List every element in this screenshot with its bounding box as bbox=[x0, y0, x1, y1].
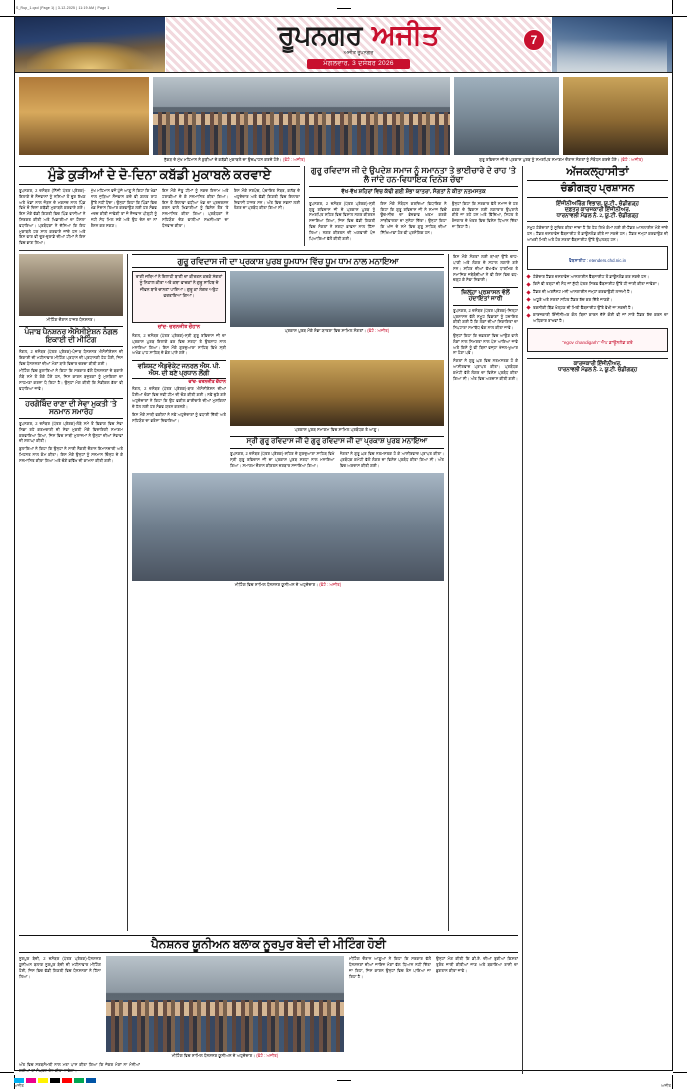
color-registration-bar bbox=[14, 1078, 96, 1083]
bottom-story bbox=[19, 935, 518, 1073]
tender-footer-line-1: ਕਾਰਜਕਾਰੀ ਇੰਜੀਨੀਅਰ, bbox=[573, 360, 622, 367]
crop-mark-center bbox=[337, 1080, 351, 1081]
tender-title: ਅੱਜਕਲ੍ਹਾਸੀਤਾਂ bbox=[527, 166, 668, 181]
photo-pension-meeting bbox=[19, 254, 123, 316]
photo-school-children-group bbox=[132, 473, 444, 581]
tender-app-highlight-box bbox=[527, 328, 668, 352]
tender-condition-item: ਟੈਂਡਰ ਦੀ ਅਰਨੈਸਟ ਮਨੀ ਆਨਲਾਈਨ ਜਮ੍ਹਾਂ ਕਰਵਾਉਣੀ ਲਾਜ਼ਮੀ ਹੈ। bbox=[527, 289, 668, 295]
parkash-headline: ਗੁਰੂ ਰਵਿਦਾਸ ਜੀ ਦਾ ਪ੍ਰਕਾਸ਼ ਪੁਰਬ ਧੂਮਧਾਮ ਵਿੱਚ ਧੂਮ ਧਾਮ ਨਾਲ ਮਨਾਇਆ bbox=[132, 254, 444, 268]
left-column-stack bbox=[19, 254, 123, 931]
photo-parkash-procession bbox=[230, 271, 444, 327]
page-number-badge: 7 bbox=[523, 29, 545, 51]
hargobind-headline: ਹਰਗੋਬਿੰਦ ਰਾਣਾ ਦੀ ਸੇਵਾ ਮੁਕਤੀ 'ਤੇ ਸਨਮਾਨ ਸਮਾਰੋਹ bbox=[19, 398, 123, 419]
bottom-col-3: ਉਨ੍ਹਾਂ ਮੰਗ ਕੀਤੀ ਕਿ ਡੀ.ਏ. ਦੀਆਂ ਰੁਕੀਆਂ ਕਿਸ਼ਤਾਂ ਤੁਰੰਤ ਜਾਰੀ ਕੀਤੀਆਂ ਜਾਣ ਅਤੇ ਬਕਾਇਆ ਰਾਸ਼ੀ ਦਾ ਭੁਗਤਾਨ ਕੀਤਾ ਜਾਵੇ। bbox=[436, 956, 518, 973]
advocate-col-2: ਇਸ ਮੌਕੇ ਸਾਥੀ ਵਕੀਲਾਂ ਨੇ ਨਵੇਂ ਅਹੁਦੇਦਾਰਾਂ ਨੂੰ ਵਧਾਈ ਦਿੱਤੀ ਅਤੇ ਸਹਿਯੋਗ ਦਾ ਭਰੋਸਾ ਦਿਵਾਇਆ। bbox=[132, 411, 226, 423]
highlight-quote-box bbox=[132, 271, 226, 323]
tender-dept-line-2: ਦਫ਼ਤਰ ਕਾਰਜਕਾਰੀ ਇੰਜੀਨੀਅਰ, bbox=[564, 206, 631, 213]
photo-parkash-caption bbox=[230, 327, 444, 335]
photo-group-kabaddi bbox=[153, 77, 450, 155]
tender-condition-item: ਕਾਰਜਕਾਰੀ ਇੰਜੀਨੀਅਰ ਕੋਲ ਬਿਨਾਂ ਕਾਰਨ ਦੱਸੇ ਕੋਈ ਵੀ ਜਾਂ ਸਾਰੇ ਟੈਂਡਰ ਰੱਦ ਕਰਨ ਦਾ ਅਧਿਕਾਰ ਰਾਖਵਾਂ ਹੈ। bbox=[527, 312, 668, 323]
photo-school-children-caption bbox=[132, 581, 444, 589]
photo-sri-caption: ਪ੍ਰਕਾਸ਼ ਪੁਰਬ ਸਮਾਗਮ ਵਿਚ ਸ਼ਾਮਿਲ ਪ੍ਰਬੰਧਕ ਤੇ ਆਗੂ। bbox=[294, 427, 380, 433]
pension-headline: ਪੰਜਾਬ ਪੈਨਸ਼ਨਰ ਐਸੋਸੀਏਸ਼ਨ ਨੰਗਲ ਇਕਾਈ ਦੀ ਮੀਟਿੰਗ bbox=[19, 326, 123, 347]
dc-col-3: ਸੰਗਤਾਂ ਨੇ ਗੁਰੂ ਘਰ ਵਿਚ ਨਤਮਸਤਕ ਹੋ ਕੇ ਆਸ਼ੀਰਵਾਦ ਪ੍ਰਾਪਤ ਕੀਤਾ। ਪ੍ਰਬੰਧਕ ਕਮੇਟੀ ਵੱਲੋਂ ਲੰਗਰ ਦਾ ਵਿਸ਼ੇਸ਼ ਪ੍ਰਬੰਧ ਕੀਤਾ ਗਿਆ ਸੀ। ਅੰਤ ਵਿਚ ਅਰਦਾਸ ਕੀਤੀ ਗਈ। bbox=[453, 358, 518, 381]
hargobind-col-1: ਰੂਪਨਗਰ, 2 ਦਸੰਬਰ (ਪੱਤਰ ਪ੍ਰੇਰਕ)-ਲੰਬੇ ਸਮੇਂ ਤੋਂ ਵਿਭਾਗ ਵਿਚ ਸੇਵਾ ਨਿਭਾ ਰਹੇ ਕਰਮਚਾਰੀ ਦੀ ਸੇਵਾ ਮੁਕਤੀ ਮੌਕੇ ਵਿਦਾਇਗੀ ਸਮਾਗਮ ਕਰਵਾਇਆ ਗਿਆ, ਜਿਸ ਵਿਚ ਸਾਥੀ ਮੁਲਾਜ਼ਮਾਂ ਨੇ ਉਨ੍ਹਾਂ ਦੀਆਂ ਸੇਵਾਵਾਂ ਦੀ ਸ਼ਲਾਘਾ ਕੀਤੀ। bbox=[19, 421, 123, 444]
tender-advert bbox=[522, 166, 668, 1074]
dc-col-1: ਰੂਪਨਗਰ, 2 ਦਸੰਬਰ (ਪੱਤਰ ਪ੍ਰੇਰਕ)-ਜ਼ਿਲ੍ਹਾ ਪ੍ਰਸ਼ਾਸਨ ਵੱਲੋਂ ਸਮੂਹ ਵਿਭਾਗਾਂ ਨੂੰ ਹਦਾਇਤ ਕੀਤੀ ਗਈ ਹੈ ਕਿ ਲੋਕਾਂ ਦੀਆਂ ਸ਼ਿਕਾਇਤਾਂ ਦਾ ਨਿਪਟਾਰਾ ਸਮਾਂਬੱਧ ਢੰਗ ਨਾਲ ਕੀਤਾ ਜਾਵੇ। bbox=[453, 307, 518, 331]
edition-title: ਰੂਪਨਗਰ bbox=[277, 20, 362, 50]
brand-title: ਅਜੀਤ bbox=[371, 20, 440, 51]
caption-right-credit: (ਫੋਟੋ : ਅਜੀਤ) bbox=[620, 157, 643, 162]
photo-school-children-caption-credit: (ਫੋਟੋ : ਅਜੀਤ) bbox=[319, 582, 342, 588]
tender-footer-line-2: ਧਾਰਨਾਵਲੀ ਮੰਡਲ ਨੰ. 2, ਯੂ.ਟੀ. ਚੰਡੀਗੜ੍ਹ bbox=[557, 366, 638, 373]
dc-column bbox=[448, 254, 518, 931]
hargobind-col-2: ਬੁਲਾਰਿਆਂ ਨੇ ਕਿਹਾ ਕਿ ਉਨ੍ਹਾਂ ਨੇ ਸਾਰੀ ਨੌਕਰੀ ਦੌਰਾਨ ਇਮਾਨਦਾਰੀ ਅਤੇ ਮਿਹਨਤ ਨਾਲ ਕੰਮ ਕੀਤਾ। ਇਸ ਮੌਕੇ ਉਨ੍ਹਾਂ ਨੂੰ ਸਨਮਾਨ ਚਿੰਨ੍ਹ ਦੇ ਕੇ ਸਨਮਾਨਿਤ ਕੀਤਾ ਗਿਆ ਅਤੇ ਚੰਗੇ ਭਵਿੱਖ ਦੀ ਕਾਮਨਾ ਕੀਤੀ ਗਈ। bbox=[19, 446, 123, 463]
sri-col-2: ਸੰਗਤਾਂ ਨੇ ਗੁਰੂ ਘਰ ਵਿਚ ਨਤਮਸਤਕ ਹੋ ਕੇ ਆਸ਼ੀਰਵਾਦ ਪ੍ਰਾਪਤ ਕੀਤਾ। ਪ੍ਰਬੰਧਕ ਕਮੇਟੀ ਵੱਲੋਂ ਲੰਗਰ ਦਾ ਵਿਸ਼ੇਸ਼ ਪ੍ਰਬੰਧ ਕੀਤਾ ਗਿਆ ਸੀ। ਅੰਤ ਵਿਚ ਅਰਦਾਸ ਕੀਤੀ ਗਈ। bbox=[339, 450, 444, 468]
tender-dept-line-1: ਇੰਜੀਨੀਅਰਿੰਗ ਵਿਭਾਗ, ਯੂ.ਟੀ., ਚੰਡੀਗੜ੍ਹ bbox=[556, 200, 639, 207]
tender-condition-item: ਕਿਸੇ ਵੀ ਤਰ੍ਹਾਂ ਦੀ ਸੋਧ ਜਾਂ ਸ਼ੁੱਧੀ ਪੱਤਰ ਸਿਰਫ਼ ਵੈੱਬਸਾਈਟ ਉੱਤੇ ਹੀ ਜਾਰੀ ਕੀਤਾ ਜਾਵੇਗਾ। bbox=[527, 281, 668, 287]
crop-mark bbox=[0, 1072, 14, 1073]
caption-left-credit: (ਫੋਟੋ : ਅਜੀਤ) bbox=[283, 157, 306, 162]
lead-col-3: ਇਸ ਮੌਕੇ ਜੇਤੂ ਟੀਮਾਂ ਨੂੰ ਨਕਦ ਇਨਾਮ ਅਤੇ ਟਰਾਫ਼ੀਆਂ ਦੇ ਕੇ ਸਨਮਾਨਿਤ ਕੀਤਾ ਗਿਆ। ਇਸ ਤੋਂ ਇਲਾਵਾ ਵਧੀਆ ਖੇਡ ਦਾ ਪ੍ਰਦਰਸ਼ਨ ਕਰਨ ਵਾਲੇ ਖਿਡਾਰੀਆਂ ਨੂੰ ਵਿਸ਼ੇਸ਼ ਤੌਰ 'ਤੇ ਸਨਮਾਨਿਤ ਕੀਤਾ ਗਿਆ। ਪ੍ਰਬੰਧਕਾਂ ਨੇ ਸਹਿਯੋਗ ਦੇਣ ਵਾਲੀਆਂ ਸਖ਼ਸ਼ੀਅਤਾਂ ਦਾ ਧੰਨਵਾਦ ਕੀਤਾ। bbox=[162, 187, 229, 228]
caption-left bbox=[19, 156, 450, 164]
ravidas-story bbox=[304, 166, 518, 246]
page-sheet bbox=[14, 16, 673, 1071]
photo-sri-samagam bbox=[230, 360, 444, 426]
crop-mark bbox=[14, 0, 15, 14]
ravidas-col-2: ਇਸ ਮੌਕੇ ਸੰਬੋਧਨ ਕਰਦਿਆਂ ਵਿਧਾਇਕ ਨੇ ਕਿਹਾ ਕਿ ਗੁਰੂ ਰਵਿਦਾਸ ਜੀ ਨੇ ਸਮਾਜ ਵਿਚੋਂ ਊਚ-ਨੀਚ ਦਾ ਭੇਦਭਾਵ ਖ਼ਤਮ ਕਰਕੇ ਸਾਂਝੀਵਾਲਤਾ ਦਾ ਸੁਨੇਹਾ ਦਿੱਤਾ। ਉਨ੍ਹਾਂ ਕਿਹਾ ਕਿ ਅੱਜ ਦੇ ਸਮੇਂ ਵਿਚ ਗੁਰੂ ਸਾਹਿਬ ਦੀਆਂ ਸਿੱਖਿਆਵਾਂ ਹੋਰ ਵੀ ਪ੍ਰਸੰਗਿਕ ਹਨ। bbox=[380, 200, 447, 235]
masthead-photo-left bbox=[15, 17, 165, 72]
parkash-col-1: ਨੰਗਲ, 2 ਦਸੰਬਰ (ਪੱਤਰ ਪ੍ਰੇਰਕ)-ਸ੍ਰੀ ਗੁਰੂ ਰਵਿਦਾਸ ਜੀ ਦਾ ਪ੍ਰਕਾਸ਼ ਪੁਰਬ ਇਲਾਕੇ ਭਰ ਵਿਚ ਸ਼ਰਧਾ ਤੇ ਉਤਸ਼ਾਹ ਨਾਲ ਮਨਾਇਆ ਗਿਆ। ਇਸ ਮੌਕੇ ਗੁਰਦੁਆਰਾ ਸਾਹਿਬ ਵਿਖੇ ਸ੍ਰੀ ਅਖੰਡ ਪਾਠ ਸਾਹਿਬ ਦੇ ਭੋਗ ਪਾਏ ਗਏ। bbox=[132, 333, 226, 356]
ravidas-subhead: ਵੱਖ-ਵੱਖ ਸ਼ਹਿਰਾਂ ਵਿਚ ਕੱਢੀ ਗਈ ਸ਼ੋਭਾ ਯਾਤਰਾ, ਸੰਗਤਾਂ ਨੇ ਕੀਤਾ ਨਤਮਸਤਕ bbox=[309, 187, 518, 198]
highlight-quote-text: ਰਾਗੀ ਜਥਿਆਂ ਨੇ ਇਲਾਹੀ ਬਾਣੀ ਦਾ ਕੀਰਤਨ ਕਰਕੇ ਸੰਗਤਾਂ ਨੂੰ ਨਿਹਾਲ ਕੀਤਾ ਅਤੇ ਕਥਾ ਵਾਚਕਾਂ ਨੇ ਗੁਰੂ ਸਾਹਿਬ ਦੇ ਜੀਵਨ ਬਾਰੇ ਚਾਨਣਾ ਪਾਇਆ। ਗੁਰੂ ਕਾ ਲੰਗਰ ਅਤੁੱਟ ਵਰਤਾਇਆ ਗਿਆ। bbox=[135, 274, 223, 298]
printer-slug: S_Rup_1.qxd (Page 1) | 3-12-2025 | 11:19 AM | Page 1 bbox=[16, 6, 110, 10]
advocate-col-1: ਨੰਗਲ, 2 ਦਸੰਬਰ (ਪੱਤਰ ਪ੍ਰੇਰਕ)-ਬਾਰ ਐਸੋਸੀਏਸ਼ਨ ਦੀਆਂ ਹੋਈਆਂ ਚੋਣਾਂ ਵਿਚ ਨਵੀਂ ਟੀਮ ਦੀ ਚੋਣ ਕੀਤੀ ਗਈ। ਨਵੇਂ ਚੁਣੇ ਗਏ ਅਹੁਦੇਦਾਰਾਂ ਨੇ ਕਿਹਾ ਕਿ ਉਹ ਵਕੀਲ ਭਾਈਚਾਰੇ ਦੀਆਂ ਮੁਸ਼ਕਿਲਾਂ ਦੇ ਹੱਲ ਲਈ ਹਰ ਸੰਭਵ ਯਤਨ ਕਰਨਗੇ। bbox=[132, 386, 226, 409]
sri-col-1: ਰੂਪਨਗਰ, 2 ਦਸੰਬਰ (ਪੱਤਰ ਪ੍ਰੇਰਕ)-ਸ਼ਹਿਰ ਦੇ ਗੁਰਦੁਆਰਾ ਸਾਹਿਬ ਵਿਖੇ ਸ੍ਰੀ ਗੁਰੂ ਰਵਿਦਾਸ ਜੀ ਦਾ ਪ੍ਰਕਾਸ਼ ਪੁਰਬ ਸ਼ਰਧਾ ਨਾਲ ਮਨਾਇਆ ਗਿਆ। ਸਮਾਗਮ ਦੌਰਾਨ ਕੀਰਤਨ ਦਰਬਾਰ ਸਜਾਇਆ ਗਿਆ। bbox=[230, 450, 335, 468]
photo-pension-meeting-caption: ਮੀਟਿੰਗ ਦੌਰਾਨ ਹਾਜ਼ਰ ਪੈਨਸ਼ਨਰ। bbox=[46, 317, 96, 323]
pension-col-1: ਨੰਗਲ, 2 ਦਸੰਬਰ (ਪੱਤਰ ਪ੍ਰੇਰਕ)-ਪੰਜਾਬ ਪੈਨਸ਼ਨਰ ਐਸੋਸੀਏਸ਼ਨ ਦੀ ਇਕਾਈ ਦੀ ਮਹੀਨਾਵਾਰ ਮੀਟਿੰਗ ਪ੍ਰਧਾਨ ਦੀ ਪ੍ਰਧਾਨਗੀ ਹੇਠ ਹੋਈ, ਜਿਸ ਵਿਚ ਪੈਨਸ਼ਨਰਾਂ ਦੀਆਂ ਮੰਗਾਂ ਬਾਰੇ ਵਿਚਾਰ ਚਰਚਾ ਕੀਤੀ ਗਈ। bbox=[19, 349, 123, 366]
brand-subtitle: ਅਜੀਤ ਰੂਪਨਗਰ bbox=[343, 50, 374, 56]
ravidas-col-4: ਇਸ ਮੌਕੇ ਸੰਗਤਾਂ ਲਈ ਥਾਂ-ਥਾਂ ਉੱਤੇ ਚਾਹ-ਪਾਣੀ ਅਤੇ ਲੰਗਰ ਦੇ ਸਟਾਲ ਲਗਾਏ ਗਏ ਸਨ। ਸ਼ਹਿਰ ਦੀਆਂ ਵੱਖ-ਵੱਖ ਧਾਰਮਿਕ ਤੇ ਸਮਾਜਿਕ ਜਥੇਬੰਦੀਆਂ ਨੇ ਵੀ ਇਸ ਵਿਚ ਵਧ-ਚੜ੍ਹ ਕੇ ਸੇਵਾ ਨਿਭਾਈ। bbox=[453, 254, 518, 283]
tender-dept-line-3: ਧਾਰਨਾਵਲੀ ਮੰਡਲ ਨੰ. 2, ਯੂ.ਟੀ. ਚੰਡੀਗੜ੍ਹ bbox=[527, 213, 668, 222]
crop-mark bbox=[0, 16, 14, 17]
bottom-col-2: ਮੀਟਿੰਗ ਦੌਰਾਨ ਆਗੂਆਂ ਨੇ ਕਿਹਾ ਕਿ ਸਰਕਾਰ ਵੱਲੋਂ ਪੈਨਸ਼ਨਰਾਂ ਦੀਆਂ ਜਾਇਜ਼ ਮੰਗਾਂ ਵੱਲ ਧਿਆਨ ਨਹੀਂ ਦਿੱਤਾ ਜਾ ਰਿਹਾ, ਜਿਸ ਕਾਰਨ ਉਨ੍ਹਾਂ ਵਿਚ ਰੋਸ ਪਾਇਆ ਜਾ ਰਿਹਾ ਹੈ। bbox=[349, 956, 431, 979]
dc-col-2: ਉਨ੍ਹਾਂ ਕਿਹਾ ਕਿ ਦਫ਼ਤਰਾਂ ਵਿਚ ਆਉਣ ਵਾਲੇ ਲੋਕਾਂ ਨਾਲ ਨਿਮਰਤਾ ਨਾਲ ਪੇਸ਼ ਆਇਆ ਜਾਵੇ ਅਤੇ ਕਿਸੇ ਨੂੰ ਵੀ ਬਿਨਾਂ ਵਜ੍ਹਾ ਖੱਜਲ-ਖੁਆਰ ਨਾ ਹੋਣਾ ਪਵੇ। bbox=[453, 333, 518, 356]
advocate-byline: ਚਾਂਦ- ਚਰਨਜੀਤ ਚੌਹਾਨ bbox=[188, 379, 226, 385]
ravidas-headline: ਗੁਰੂ ਰਵਿਦਾਸ ਜੀ ਦੇ ਉਪਦੇਸ਼ ਸਮਾਜ ਨੂੰ ਸਮਾਨਤਾ ਤੇ ਭਾਈਚਾਰੇ ਦੇ ਰਾਹ 'ਤੇ ਲੈ ਜਾਂਦੇ ਹਨ-ਵਿਧਾਇਕ ਦਿਨੇਸ਼ ਚੱਢਾ bbox=[309, 166, 518, 187]
bottom-col-4: ਅੰਤ ਵਿਚ ਸਰਬਸੰਮਤੀ ਨਾਲ ਮਤਾ ਪਾਸ ਕੀਤਾ ਗਿਆ ਕਿ ਜੇਕਰ ਮੰਗਾਂ ਨਾ ਮੰਨੀਆਂ ਗਈਆਂ ਤਾਂ ਸੰਘਰਸ਼ ਤੇਜ਼ ਕੀਤਾ ਜਾਵੇਗਾ। bbox=[19, 1062, 140, 1073]
crop-mark bbox=[673, 16, 687, 17]
tender-condition-item: ਤਕਨੀਕੀ ਬਿੱਡ ਖੋਲ੍ਹਣ ਦੀ ਮਿਤੀ ਵੈੱਬਸਾਈਟ ਉੱਤੇ ਵੇਖੀ ਜਾ ਸਕਦੀ ਹੈ। bbox=[527, 305, 668, 311]
photo-parkash-caption-credit: (ਫੋਟੋ : ਅਜੀਤ) bbox=[367, 328, 390, 334]
tender-conditions-list bbox=[527, 274, 668, 324]
tender-condition-item: ਅਧੂਰੇ ਅਤੇ ਸ਼ਰਤਾਂ ਸਹਿਤ ਟੈਂਡਰ ਰੱਦ ਕਰ ਦਿੱਤੇ ਜਾਣਗੇ। bbox=[527, 297, 668, 303]
photo-stage-ceremony bbox=[563, 77, 668, 155]
top-photo-strip bbox=[15, 73, 672, 155]
center-column-stack bbox=[127, 254, 444, 931]
masthead bbox=[15, 17, 672, 73]
photo-pensioners-caption-text: ਮੀਟਿੰਗ ਵਿਚ ਸ਼ਾਮਿਲ ਪੈਨਸ਼ਨਰ ਯੂਨੀਅਨ ਦੇ ਅਹੁਦੇਦਾਰ। bbox=[171, 1053, 256, 1059]
photo-school-children-caption-text: ਮੀਟਿੰਗ ਵਿਚ ਸ਼ਾਮਿਲ ਪੈਨਸ਼ਨਰ ਯੂਨੀਅਨ ਦੇ ਅਹੁਦੇਦਾਰ। bbox=[234, 582, 319, 588]
lead-col-4: ਇਸ ਮੌਕੇ ਸਰਪੰਚ, ਪੰਚਾਇਤ ਮੈਂਬਰ, ਕਲੱਬ ਦੇ ਅਹੁਦੇਦਾਰ ਅਤੇ ਵੱਡੀ ਗਿਣਤੀ ਵਿਚ ਇਲਾਕਾ ਨਿਵਾਸੀ ਹਾਜ਼ਰ ਸਨ। ਅੰਤ ਵਿਚ ਸਭਨਾਂ ਲਈ ਲੰਗਰ ਦਾ ਪ੍ਰਬੰਧ ਕੀਤਾ ਗਿਆ ਸੀ। bbox=[233, 187, 300, 211]
masthead-photo-right bbox=[552, 17, 672, 72]
tender-subtitle: ਚੰਡੀਗੜ੍ਹ ਪ੍ਰਸ਼ਾਸਨ bbox=[527, 181, 668, 198]
advocate-headline: ਵਸ਼ਿਸ਼ਟ ਐਡਵੋਕੇਟ ਜਨਰਲ ਐਸ. ਪੀ. ਐਸ. ਦੀ ਬਣੇ ਪ੍ਰਧਾਨ ਲੌਂਗੀ bbox=[132, 360, 226, 379]
crop-mark bbox=[672, 0, 673, 14]
footer-mark-right: ਅਜੀਤ bbox=[661, 1083, 671, 1088]
photo-parkash-caption-text: ਪ੍ਰਕਾਸ਼ ਪੁਰਬ ਮੌਕੇ ਸ਼ੋਭਾ ਯਾਤਰਾ ਵਿਚ ਸ਼ਾਮਿਲ ਸੰਗਤਾਂ। bbox=[284, 328, 367, 334]
pension-col-2: ਮੀਟਿੰਗ ਵਿਚ ਬੁਲਾਰਿਆਂ ਨੇ ਕਿਹਾ ਕਿ ਸਰਕਾਰ ਵੱਲੋਂ ਪੈਨਸ਼ਨਰਾਂ ਦੇ ਬਕਾਏ ਲੰਬੇ ਸਮੇਂ ਤੋਂ ਰੋਕੇ ਹੋਏ ਹਨ, ਜਿਸ ਕਾਰਨ ਬਜ਼ੁਰਗਾਂ ਨੂੰ ਮੁਸ਼ਕਿਲਾਂ ਦਾ ਸਾਹਮਣਾ ਕਰਨਾ ਪੈ ਰਿਹਾ ਹੈ। ਉਨ੍ਹਾਂ ਮੰਗ ਕੀਤੀ ਕਿ ਮੈਡੀਕਲ ਭੱਤਾ ਵੀ ਵਧਾਇਆ ਜਾਵੇ। bbox=[19, 368, 123, 391]
caption-right bbox=[454, 156, 668, 164]
lead-col-1: ਰੂਪਨਗਰ, 2 ਦਸੰਬਰ (ਨਿੱਜੀ ਪੱਤਰ ਪ੍ਰੇਰਕ)-ਇਲਾਕੇ ਦੇ ਨੌਜਵਾਨਾਂ ਨੂੰ ਨਸ਼ਿਆਂ ਤੋਂ ਦੂਰ ਰੱਖਣ ਅਤੇ ਖੇਡਾਂ ਨਾਲ ਜੋੜਨ ਦੇ ਮਕਸਦ ਨਾਲ ਪਿੰਡ ਵਿਖੇ ਦੋ ਦਿਨਾ ਕਬੱਡੀ ਮੁਕਾਬਲੇ ਕਰਵਾਏ ਗਏ। ਇਸ ਮੌਕੇ ਵੱਡੀ ਗਿਣਤੀ ਵਿਚ ਪਿੰਡ ਵਾਸੀਆਂ ਨੇ ਸ਼ਿਰਕਤ ਕੀਤੀ ਅਤੇ ਖਿਡਾਰੀਆਂ ਦਾ ਹੌਸਲਾ ਵਧਾਇਆ। ਪ੍ਰਬੰਧਕਾਂ ਨੇ ਦੱਸਿਆ ਕਿ ਇਹ ਮੁਕਾਬਲੇ ਹਰ ਸਾਲ ਕਰਵਾਏ ਜਾਂਦੇ ਹਨ ਅਤੇ ਇਸ ਵਾਰ ਵੀ ਦੂਰ-ਦੁਰਾਡੇ ਦੀਆਂ ਟੀਮਾਂ ਨੇ ਇਸ ਵਿਚ ਭਾਗ ਲਿਆ। bbox=[19, 187, 86, 246]
photo-pensioners-meeting bbox=[106, 956, 344, 1052]
crop-mark bbox=[672, 1075, 673, 1089]
crop-mark-center bbox=[337, 8, 351, 9]
tender-website-note: ਵੈੱਬਸਾਈਟ : etenders.chd.nic.in bbox=[568, 257, 627, 263]
caption-left-text: ਨੁੱਕੜ ਦੇ ਮੁੱਖ ਮਹਿਮਾਨ ਨੇ ਕੁੜੀਆਂ ਦੇ ਕਬੱਡੀ ਮੁਕਾਬਲੇ ਦਾ ਉਦਘਾਟਨ ਕਰਦੇ ਹੋਏ। bbox=[163, 157, 282, 162]
lead-headline: ਮੁੰਡੇ ਕੁੜੀਆਂ ਦੇ ਦੋ-ਦਿਨਾ ਕਬੱਡੀ ਮੁਕਾਬਲੇ ਕਰਵਾਏ bbox=[19, 166, 300, 185]
lead-story bbox=[19, 166, 300, 246]
bottom-headline: ਪੈਨਸ਼ਨਰ ਯੂਨੀਅਨ ਬਲਾਕ ਨੂਰਪੁਰ ਬੇਦੀ ਦੀ ਮੀਟਿੰਗ ਹੋਈ bbox=[19, 935, 518, 953]
date-line: ਮੰਗਲਵਾਰ, 3 ਦਸੰਬਰ 2026 bbox=[307, 59, 410, 69]
tender-app-highlight: "egov chandigarh" ਐਪ ਡਾਊਨਲੋਡ ਕਰੋ bbox=[562, 339, 633, 345]
footer-mark-left: ਅਜੀਤ bbox=[14, 1083, 24, 1088]
parkash-byline: ਚਾਂਦ- ਚਰਨਜੀਤ ਚੌਹਾਨ bbox=[157, 324, 201, 331]
ravidas-col-1: ਰੂਪਨਗਰ, 2 ਦਸੰਬਰ (ਪੱਤਰ ਪ੍ਰੇਰਕ)-ਸ੍ਰੀ ਗੁਰੂ ਰਵਿਦਾਸ ਜੀ ਦੇ ਪ੍ਰਕਾਸ਼ ਪੁਰਬ ਨੂੰ ਸਮਰਪਿਤ ਸ਼ਹਿਰ ਵਿਚ ਵਿਸ਼ਾਲ ਨਗਰ ਕੀਰਤਨ ਸਜਾਇਆ ਗਿਆ, ਜਿਸ ਵਿਚ ਵੱਡੀ ਗਿਣਤੀ ਵਿਚ ਸੰਗਤਾਂ ਨੇ ਸ਼ਰਧਾ ਭਾਵਨਾ ਨਾਲ ਹਿੱਸਾ ਲਿਆ। ਨਗਰ ਕੀਰਤਨ ਦੀ ਅਗਵਾਈ ਪੰਜ ਪਿਆਰਿਆਂ ਵੱਲੋਂ ਕੀਤੀ ਗਈ। bbox=[309, 200, 376, 241]
photo-pensioners-caption bbox=[106, 1052, 344, 1060]
photo-pensioners-caption-credit: (ਫੋਟੋ : ਅਜੀਤ) bbox=[256, 1053, 279, 1059]
dc-headline: ਜ਼ਿਲ੍ਹਾ ਪ੍ਰਸ਼ਾਸਨ ਵੱਲੋਂ ਹਦਾਇਤਾਂ ਜਾਰੀ bbox=[453, 287, 518, 306]
caption-right-text: ਗੁਰੂ ਰਵਿਦਾਸ ਜੀ ਦੇ ਪ੍ਰਕਾਸ਼ ਪੁਰਬ ਨੂੰ ਸਮਰਪਿਤ ਸਮਾਗਮ ਦੌਰਾਨ ਸੰਗਤਾਂ ਨੂੰ ਸੰਬੋਧਨ ਕਰਦੇ ਹੋਏ। bbox=[479, 157, 620, 162]
ravidas-col-3: ਉਨ੍ਹਾਂ ਕਿਹਾ ਕਿ ਸਰਕਾਰ ਵੱਲੋਂ ਸਮਾਜ ਦੇ ਹਰ ਵਰਗ ਦੇ ਵਿਕਾਸ ਲਈ ਲਗਾਤਾਰ ਉਪਰਾਲੇ ਕੀਤੇ ਜਾ ਰਹੇ ਹਨ ਅਤੇ ਵਿੱਦਿਆ, ਸਿਹਤ ਤੇ ਰੋਜ਼ਗਾਰ ਦੇ ਖੇਤਰ ਵਿਚ ਵਿਸ਼ੇਸ਼ ਧਿਆਨ ਦਿੱਤਾ ਜਾ ਰਿਹਾ ਹੈ। bbox=[451, 200, 518, 230]
tender-website-note-box bbox=[527, 246, 668, 270]
lead-col-2: ਮੁੱਖ ਮਹਿਮਾਨ ਵਜੋਂ ਪੁੱਜੇ ਆਗੂ ਨੇ ਕਿਹਾ ਕਿ ਖੇਡਾਂ ਨਾਲ ਜੁੜਿਆ ਨੌਜਵਾਨ ਕਦੇ ਵੀ ਗ਼ਲਤ ਰਾਹ ਉੱਤੇ ਨਹੀਂ ਪੈਂਦਾ। ਉਨ੍ਹਾਂ ਕਿਹਾ ਕਿ ਪਿੰਡਾਂ ਵਿਚ ਖੇਡ ਮੈਦਾਨ ਤਿਆਰ ਕਰਵਾਉਣ ਲਈ ਹਰ ਸੰਭਵ ਮਦਦ ਕੀਤੀ ਜਾਵੇਗੀ ਤਾਂ ਜੋ ਨੌਜਵਾਨ ਪੀੜ੍ਹੀ ਨੂੰ ਸਹੀ ਸੇਧ ਮਿਲ ਸਕੇ ਅਤੇ ਉਹ ਦੇਸ਼ ਦਾ ਨਾਂ ਰੌਸ਼ਨ ਕਰ ਸਕਣ। bbox=[90, 187, 157, 228]
tender-condition-item: ਠੇਕੇਦਾਰ ਟੈਂਡਰ ਦਸਤਾਵੇਜ਼ ਆਨਲਾਈਨ ਵੈੱਬਸਾਈਟ ਤੋਂ ਡਾਊਨਲੋਡ ਕਰ ਸਕਦੇ ਹਨ। bbox=[527, 274, 668, 280]
sri-headline: ਸ੍ਰੀ ਗੁਰੂ ਰਵਿਦਾਸ ਜੀ ਦੇ ਗੁਰੂ ਰਵਿਦਾਸ ਜੀ ਦਾ ਪ੍ਰਕਾਸ਼ ਪੁਰਬ ਮਨਾਇਆ bbox=[230, 436, 444, 449]
photo-sangat-gathering bbox=[454, 77, 559, 155]
crop-mark bbox=[673, 1072, 687, 1073]
masthead-center bbox=[165, 17, 552, 72]
tender-intro: ਸਮੂਹ ਠੇਕੇਦਾਰਾਂ ਨੂੰ ਸੂਚਿਤ ਕੀਤਾ ਜਾਂਦਾ ਹੈ ਕਿ ਹੇਠ ਲਿਖੇ ਕੰਮਾਂ ਲਈ ਈ-ਟੈਂਡਰ ਆਨਲਾਈਨ ਮੰਗੇ ਜਾਂਦੇ ਹਨ। ਟੈਂਡਰ ਦਸਤਾਵੇਜ਼ ਵੈੱਬਸਾਈਟ ਤੋਂ ਡਾਊਨਲੋਡ ਕੀਤੇ ਜਾ ਸਕਦੇ ਹਨ। ਟੈਂਡਰ ਜਮ੍ਹਾਂ ਕਰਵਾਉਣ ਦੀ ਆਖ਼ਰੀ ਮਿਤੀ ਅਤੇ ਹੋਰ ਸ਼ਰਤਾਂ ਵੈੱਬਸਾਈਟ ਉੱਤੇ ਉਪਲਬਧ ਹਨ। bbox=[527, 225, 668, 242]
bottom-col-1: ਨੂਰਪੁਰ ਬੇਦੀ, 2 ਦਸੰਬਰ (ਪੱਤਰ ਪ੍ਰੇਰਕ)-ਪੈਨਸ਼ਨਰ ਯੂਨੀਅਨ ਬਲਾਕ ਨੂਰਪੁਰ ਬੇਦੀ ਦੀ ਮਹੀਨਾਵਾਰ ਮੀਟਿੰਗ ਹੋਈ, ਜਿਸ ਵਿਚ ਵੱਡੀ ਗਿਣਤੀ ਵਿਚ ਪੈਨਸ਼ਨਰਾਂ ਨੇ ਹਿੱਸਾ ਲਿਆ। bbox=[19, 956, 101, 979]
photo-gurdwara-procession bbox=[19, 77, 149, 155]
